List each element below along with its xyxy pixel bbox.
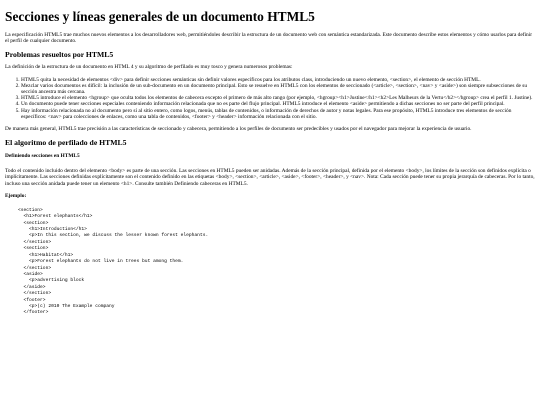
list-item: 1. HTML5 quita la necesidad de elementos <div> para definir secciones semánticas sin definir valores específicos para los atributos class, introduciendo un nuevo elemento, <section>, el elemento de sección HTML. [21,77,535,83]
problems-closing-paragraph: De manera más general, HTML5 trae precisión a las características de seccionado y cabecera, permitiendo a los perfiles de documento ser predecibles y usados por el navegador para mejorar la experiencia de usuario. [5,126,472,133]
list-item: 3. HTML5 introduce el elemento <hgroup> que oculta todos los elementos de cabecera excepto el primero de más alto rango (por ejemplo, <hgroup><h1>Justine</h1><h2>Les Malheurs de la Vertu</h2></hgroup> crea el perfil 1. Justine). [21,95,535,101]
problems-list [5,77,535,120]
section-heading-problems: Problemas resueltos por HTML5 [5,50,114,60]
defining-sections-paragraph: Todo el contenido incluido dentro del elemento <body> es parte de una sección. Las secciones en HTML5 pueden ser anidadas. Además de la sección principal, definida por el elemento <body>, los límites de la sección son definidos explícita o implícitamente. Las secciones definidas explícitamente son el contenido definido en las etiquetas <body>, <section>, <article>, <aside>, <footer>, <header>, y <nav>. Nota: Cada sección puede tener su propia jerarquía de cabeceras. Por lo tanto, incluso una sección anidada puede tener un elemento <h1>. Consulte también Definiendo cabeceras en HTML5. [5,168,535,187]
subheading-defining-sections: Definiendo secciones en HTML5 [5,153,80,160]
problems-lead-paragraph: La definición de la estructura de un documento en HTML 4 y su algoritmo de perfilado es muy tosco y genera numerosos problemas: [5,64,293,71]
code-example: <section> <h1>Forest elephants</h1> <section> <h1>Introduction</h1> <p>In this section, we discuss the lesser known forest elephants. </section> <section> <h1>Habitat</h1> <p>Forest elephants do not live in trees but among them. </section> <aside> <p>advertising block </aside> </section> <footer> <p>(c) 2010 The Example company </footer> [18,207,209,316]
list-item: 2. Mezclar varios documentos es difícil: la inclusión de un sub-documento en un documento principal. Esto se resuelve en HTML5 con los elementos de seccionado (<article>, <section>, <nav> y <aside>) son siempre subsecciones de su sección ancestra más cercana. [21,83,535,95]
example-label: Ejemplo: [5,192,27,199]
section-heading-algorithm: El algoritmo de perfilado de HTML5 [5,138,127,148]
intro-paragraph: La especificación HTML5 trae muchos nuevos elementos a los desarrolladores web, permitiéndoles describir la estructura de un documento web con semántica estandarizada. Este documento describe estos elementos y cómo usarlos para definir el perfil de cualquier documento. [5,32,533,45]
page-title: Secciones y líneas generales de un documento HTML5 [5,9,315,24]
list-item: 5. Hay información relacionada no al documento pero sí al sitio entero, como logos, menús, tablas de contenidos, o información de derechos de autor y notas legales. Para ese propósito, HTML5 introduce tres elementos de sección específicos: <nav> para colecciones de enlaces, como una tabla de contenidos, <footer> y <header> información relacionada con el sitio. [21,108,535,120]
list-item: 4. Un documento puede tener secciones especiales conteniendo información relacionada que no es parte del flujo principal. HTML5 introduce el elemento <aside> permitiendo a dichas secciones no ser parte del perfil principal. [21,101,535,107]
